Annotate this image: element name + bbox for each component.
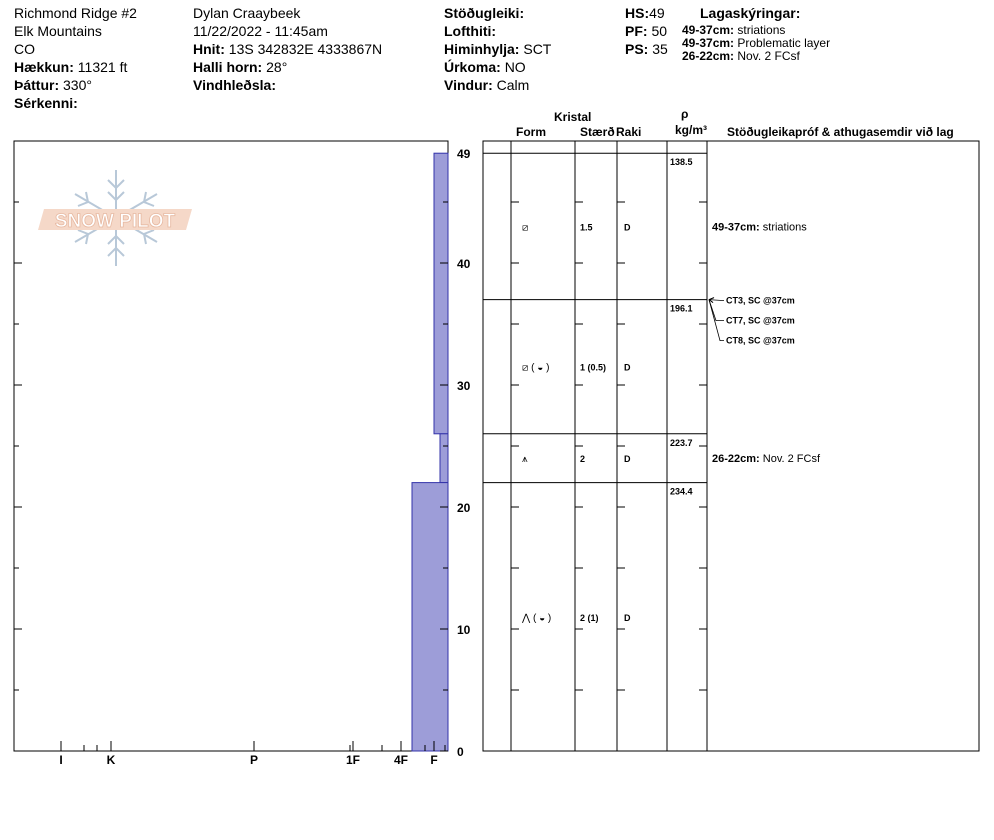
- slope-value: 28°: [266, 59, 288, 75]
- features-label: Sérkenni:: [14, 95, 78, 111]
- layer-size: 1 (0.5): [580, 362, 607, 373]
- layer-comment-range: 49-37cm:: [712, 221, 760, 234]
- layer-density: 138.5: [670, 157, 693, 168]
- legend-text: Problematic layer: [737, 36, 831, 50]
- state: CO: [14, 41, 35, 57]
- sky-value: SCT: [523, 41, 552, 57]
- x-tick-label: 4F: [393, 753, 409, 767]
- layer-form: ⧄ ( ◒ ): [522, 362, 550, 374]
- hs-value: 49: [649, 5, 665, 21]
- location-name: Richmond Ridge #2: [14, 5, 137, 21]
- legend-range: 26-22cm:: [682, 49, 735, 63]
- hs-label: HS:: [625, 5, 650, 21]
- date-time: 11/22/2022 - 11:45am: [193, 23, 328, 39]
- stability-arrow-line: [709, 300, 724, 301]
- hardness-tick-labels: [59, 753, 437, 767]
- layer-density: 196.1: [670, 303, 693, 314]
- x-tick-label: K: [106, 753, 116, 767]
- hardness-ticks: [61, 741, 445, 751]
- layer-moisture: D: [624, 454, 631, 465]
- layer-comment-range: 26-22cm:: [712, 453, 760, 466]
- y-tick-label: 20: [457, 501, 471, 515]
- size-header: Stærð: [580, 125, 615, 139]
- hardness-plot-frame: [14, 141, 448, 751]
- wind-value: Calm: [496, 77, 530, 93]
- depth-tick-labels: [457, 147, 471, 759]
- layer-comment-text: striations: [762, 221, 807, 234]
- form-header: Form: [516, 125, 546, 139]
- stability-arrow-line: [709, 300, 724, 321]
- hardness-bar: [440, 434, 448, 483]
- ps-label: PS:: [625, 41, 649, 57]
- hardness-bar: [412, 483, 448, 751]
- logo-text: SNOW PILOT: [54, 211, 176, 232]
- comments-header: Stöðugleikapróf & athugasemdir við lag: [727, 125, 954, 139]
- layer-size: 1.5: [580, 222, 593, 233]
- hardness-bar: [434, 153, 448, 434]
- slope-label: Halli horn:: [193, 59, 263, 75]
- layer-form: ⋀ ( ◒ ): [522, 612, 552, 624]
- y-tick-label: 0: [457, 745, 464, 759]
- aspect-label: Þáttur:: [14, 77, 60, 93]
- legend-title: Lagaskýringar:: [700, 5, 801, 21]
- layer-moisture: D: [624, 362, 631, 373]
- layer-size: 2 (1): [580, 612, 599, 623]
- layer-moisture: D: [624, 612, 631, 623]
- sky-label: Himinhylja:: [444, 41, 520, 57]
- depth-ticks: [14, 202, 448, 751]
- rho-header: ρ: [681, 107, 689, 121]
- legend-text: striations: [737, 23, 786, 37]
- pf-value: 50: [651, 23, 668, 39]
- layer-comment-text: Nov. 2 FCsf: [762, 453, 821, 466]
- table-depth-ticks: [511, 202, 707, 751]
- layer-comment: [712, 221, 807, 233]
- x-tick-label: I: [59, 753, 63, 767]
- stability-test-arrows: [709, 298, 724, 341]
- legend-range: 49-37cm:: [682, 23, 735, 37]
- x-tick-label: P: [249, 753, 259, 767]
- precip-label: Úrkoma:: [444, 59, 501, 75]
- stability-label: Stöðugleiki:: [444, 5, 525, 21]
- stability-test: CT8, SC @37cm: [726, 335, 795, 346]
- legend-range: 49-37cm:: [682, 36, 735, 50]
- pf-label: PF:: [625, 23, 648, 39]
- density-unit-header: kg/m³: [675, 123, 708, 137]
- layer-form: ⧄: [522, 222, 529, 234]
- hardness-profile: [412, 153, 448, 751]
- legend-text: Nov. 2 FCsf: [737, 49, 800, 63]
- aspect-value: 330°: [63, 77, 92, 93]
- ps-value: 35: [652, 41, 668, 57]
- layer-comment: [712, 453, 821, 465]
- elevation-label: Hækkun:: [14, 59, 74, 75]
- layer-moisture: D: [624, 222, 631, 233]
- stability-test: CT7, SC @37cm: [726, 315, 795, 326]
- coordinates-value: 13S 342832E 4333867N: [228, 41, 383, 57]
- precip-value: NO: [504, 59, 526, 75]
- air-temp-label: Lofthiti:: [444, 23, 497, 39]
- layer-density: 223.7: [670, 437, 693, 448]
- x-tick-label: 1F: [345, 753, 361, 767]
- layer-boundaries: [483, 153, 707, 482]
- observer: Dylan Craaybeek: [193, 5, 301, 21]
- y-tick-label: 40: [457, 257, 471, 271]
- layer-size: 2: [580, 454, 586, 465]
- y-tick-label: 30: [457, 379, 471, 393]
- layer-density: 234.4: [670, 486, 693, 497]
- coordinates-label: Hnit:: [193, 41, 225, 57]
- y-tick-label: 49: [457, 147, 471, 162]
- crystal-header: Kristal: [554, 110, 592, 124]
- elevation-value: 11321 ft: [77, 59, 128, 75]
- mountain-range: Elk Mountains: [14, 23, 102, 39]
- layer-form: ⩚: [522, 454, 528, 466]
- snowpilot-logo: [38, 209, 192, 232]
- wind-label: Vindur:: [444, 77, 493, 93]
- stability-test: CT3, SC @37cm: [726, 295, 795, 306]
- x-tick-label: F: [430, 753, 438, 767]
- moisture-header: Raki: [616, 125, 642, 139]
- y-tick-label: 10: [457, 623, 471, 637]
- wind-loading-label: Vindhleðsla:: [193, 77, 276, 93]
